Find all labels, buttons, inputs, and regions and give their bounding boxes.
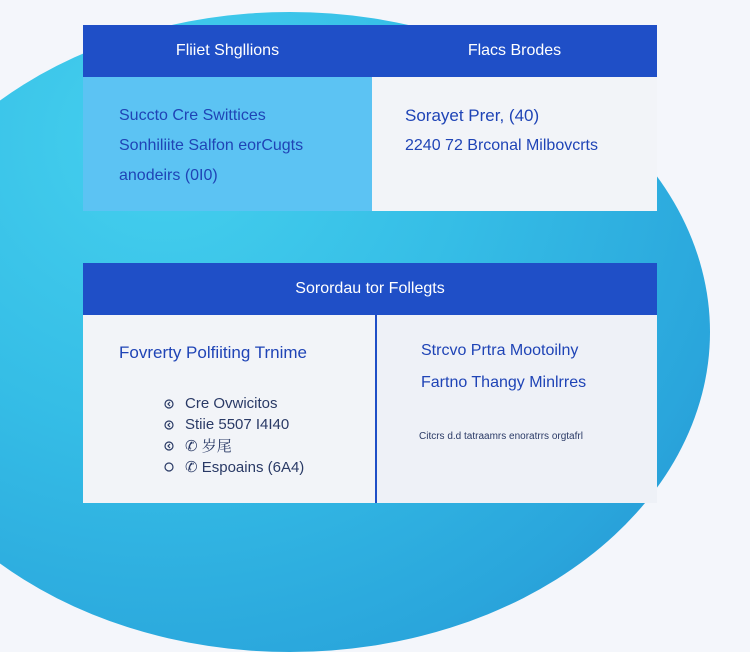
list-item-label: Cre Ovwicitos	[185, 395, 278, 412]
top-info-panel	[83, 25, 657, 211]
list-item-label: ✆ Espoains (6A4)	[185, 458, 305, 476]
chevron-left-icon	[163, 440, 175, 452]
top-left-line-2: Sonhiliite Salfon eorCugts	[119, 137, 304, 154]
circle-icon	[163, 461, 175, 473]
chevron-left-icon	[163, 419, 175, 431]
list-item[interactable]	[163, 435, 304, 456]
top-left-header: Fliiet Shgllions	[83, 25, 372, 77]
bottom-header: Sorordau tor Follegts	[83, 263, 657, 315]
bottom-left-title: Fovrerty Polfiiting Trnime	[119, 343, 307, 362]
contact-list	[163, 393, 304, 477]
bottom-right-line-2: Fartno Thangy Minlrres	[421, 374, 587, 391]
top-right-line-1: Sorayet Prer, (40)	[405, 106, 540, 125]
bottom-right-line-1: Strcvo Prtra Mootoilny	[421, 342, 579, 359]
bottom-info-panel	[83, 263, 657, 503]
bottom-right-cell	[375, 315, 657, 503]
list-item-label: Stiie 5507 I4I40	[185, 416, 290, 433]
top-right-cell	[372, 77, 657, 211]
top-right-line-2: 2240 72 Brconal Milbovcrts	[405, 137, 598, 154]
top-left-cell	[83, 77, 372, 211]
top-right-header: Flacs Brodes	[372, 25, 657, 77]
top-left-line-1: Succto Cre Swittices	[119, 107, 266, 124]
bottom-right-caption: Citcrs d.d tatraamrs enoratrrs orgtafrl	[419, 431, 583, 442]
list-item[interactable]	[163, 414, 304, 435]
bottom-left-cell	[83, 315, 375, 503]
list-item[interactable]	[163, 393, 304, 414]
list-item-label: ✆ 岁尾	[185, 438, 232, 455]
list-item[interactable]	[163, 456, 304, 477]
chevron-left-icon	[163, 398, 175, 410]
top-left-line-3: anodeirs (0I0)	[119, 167, 218, 184]
